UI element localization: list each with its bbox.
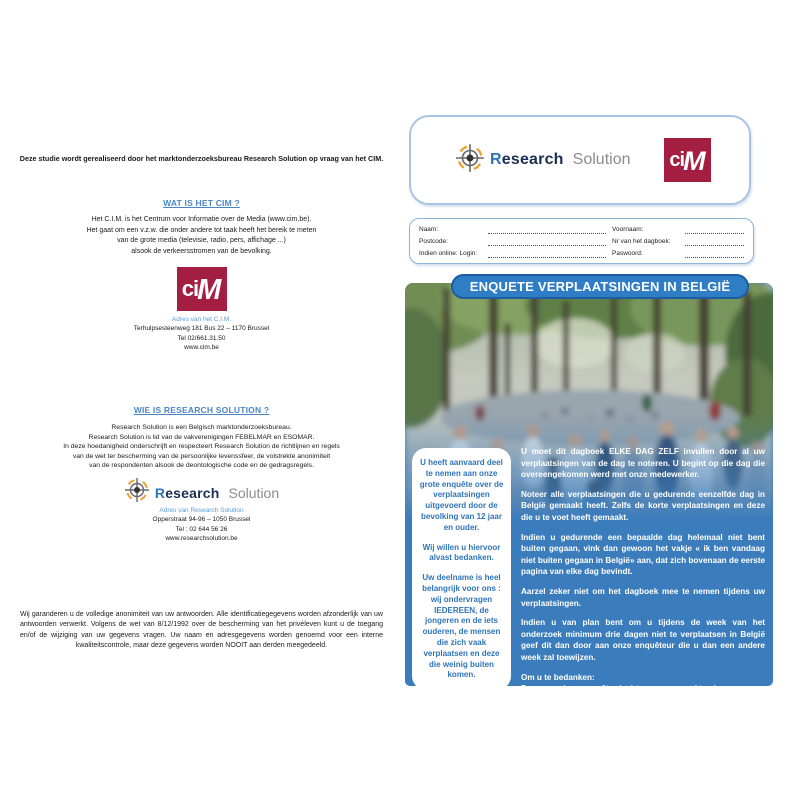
dagboek-label: Nr van het dagboek: xyxy=(612,238,671,245)
logo-wordmark-solution: Solution xyxy=(572,151,631,168)
address-title: Adres van Research Solution xyxy=(159,507,244,514)
instruction-paragraph: U moet dit dagboek ELKE DAG ZELF invullen door al uw verplaatsingen van de dag te noteren. U begint op die dag die overeengekomen werd met onze medewerker. xyxy=(521,447,765,480)
cim-logo-text: M xyxy=(683,145,706,176)
instructions-text xyxy=(521,446,765,737)
right-page xyxy=(405,0,773,800)
body-line: Het gaat om een v.z.w. die onder andere tot taak heeft het bereik te meten xyxy=(86,226,317,234)
paswoord-field[interactable] xyxy=(685,250,744,258)
naam-label: Naam: xyxy=(419,226,439,233)
thanks-paragraph: Uw deelname is heel belangrijk voor ons : wij ondervragen IEDEREEN, de jongeren en de iets ouderen, de mensen die zich vaak verplaatsen en deze die weinig buiten komen. xyxy=(422,573,501,680)
cim-logo-text: ci xyxy=(181,276,199,301)
crosshair-icon xyxy=(455,143,485,178)
thanks-paragraph-bold: Wij willen u hiervoor alvast bedanken. xyxy=(422,542,501,563)
address-line: Opperstraat 94-96 – 1050 Brussel xyxy=(152,516,251,524)
research-solution-logo xyxy=(18,477,385,508)
body-line: van de wet ter bescherming van de persoonlijke levenssfeer, de volstrekte anonimiteit xyxy=(72,452,331,460)
privacy-statement: Wij garanderen u de volledige anonimiteit van uw antwoorden. Alle identificatiegegevens worden afzonderlijk van uw antwoorden verwerkt. Volgens de wet van 8/12/1992 over de bescherming van het privéleven kunt u de toegang en/of de wijziging van uw gegevens vragen. Uw naam en adresgegevens worden genoemd voor een interne kwaliteitscontrole, maar deze gegevens worden NOOIT aan derden meegedeeld. xyxy=(20,611,383,650)
body-line: Research Solution is een Belgisch marktonderzoeksbureau. xyxy=(111,424,292,431)
survey-info-panel xyxy=(405,279,773,728)
logo-wordmark-solution: Solution xyxy=(228,484,280,501)
thanks-paragraph: U heeft aanvaard deel te nemen aan onze grote enquête over de verplaatsingen uitgevoerd door de bevolking van 12 jaar en ouder. xyxy=(419,458,504,532)
elke-dag-zelf-emphasis: ELKE DAG ZELF xyxy=(608,447,679,456)
cim-logo-text: M xyxy=(197,273,222,306)
login-label: Indien online: Login: xyxy=(419,250,478,257)
cim-logo xyxy=(664,138,711,182)
intro-statement: Deze studie wordt gerealiseerd door het marktonderzoeksbureau Research Solution op vraag van het CIM. xyxy=(19,154,384,163)
research-solution-logo xyxy=(455,143,631,178)
crosshair-icon xyxy=(124,477,150,508)
paswoord-label: Paswoord: xyxy=(612,250,643,257)
cim-section-heading: WAT IS HET CIM ? xyxy=(163,198,240,208)
address-line: Tel 02/661.31.50 xyxy=(177,334,226,342)
instruction-paragraph: Indien u gedurende een bepaalde dag helemaal niet bent buiten gegaan, vink dan gewoon het vakje « ik ben vandaag niet buiten gegaan in België» aan, dat zich bovenaan de eerste pagina van elke dag bevindt. xyxy=(521,532,765,577)
reward-heading: Om u te bedanken: xyxy=(521,672,595,682)
instruction-paragraph: Noteer alle verplaatsingen die u gedurende eenzelfde dag in België gemaakt heeft. Zelfs de korte verplaatsingen en deze die u te voet heeft gemaakt. xyxy=(521,489,765,522)
left-page xyxy=(18,0,385,800)
postcode-field[interactable] xyxy=(488,238,606,246)
participant-form xyxy=(409,218,754,264)
website-url: www.cim.be xyxy=(184,344,219,352)
cim-logo-text: ci xyxy=(669,149,685,171)
logo-header-box xyxy=(409,115,751,205)
voornaam-field[interactable] xyxy=(685,226,744,234)
body-line: Het C.I.M. is het Centrum voor Informatie over de Media (www.cim.be). xyxy=(91,216,312,223)
cim-section-body xyxy=(18,215,385,257)
voornaam-label: Voornaam: xyxy=(612,226,644,233)
body-line: van de grote media (televisie, radio, pers, affichage ...) xyxy=(117,237,286,244)
postcode-label: Postcode: xyxy=(419,238,448,245)
cim-logo xyxy=(177,267,227,311)
thanks-box xyxy=(412,448,511,690)
research-solution-address-block xyxy=(18,506,385,544)
research-solution-section-heading: WIE IS RESEARCH SOLUTION ? xyxy=(133,405,270,415)
research-solution-section-body xyxy=(18,423,385,471)
survey-title-banner: ENQUETE VERPLAATSINGEN IN BELGIË xyxy=(451,274,749,299)
dagboek-field[interactable] xyxy=(685,238,744,246)
address-line: Tel : 02 644 56 26 xyxy=(175,525,228,533)
instruction-paragraph: Aarzel zeker niet om het dagboek mee te nemen tijdens uw verplaatsingen. xyxy=(521,586,765,608)
cim-address-block xyxy=(18,315,385,353)
address-line: Terhulpsesteenweg 181 Bus 22 – 1170 Brussel xyxy=(133,325,270,333)
iedereen-emphasis: IEDEREEN, xyxy=(434,605,478,615)
body-line: In deze hoedanigheid onderschrijft en respecteert Research Solution de richtlijnen en regels xyxy=(63,443,340,451)
logo-wordmark-research: Research xyxy=(154,484,220,501)
website-url: www.researchsolution.be xyxy=(165,535,238,543)
logo-wordmark-research: Research xyxy=(490,151,564,168)
address-title: Adres van het C.I.M. xyxy=(171,316,232,323)
body-line: van de respondenten alsook de deontologische code en de gedragsregels. xyxy=(89,462,314,470)
instruction-paragraph: Indien u van plan bent om u tijdens de week van het onderzoek minimum drie dagen niet te verplaatsen in België geef dit dan door aan onze enquêteur die u dan een andere week zal toewijzen. xyxy=(521,618,765,662)
naam-field[interactable] xyxy=(488,226,606,234)
body-line: Research Solution is lid van de vakverenigingen FEBELMAR en ESOMAR. xyxy=(88,433,315,441)
login-field[interactable] xyxy=(488,250,606,258)
body-line: alsook de verkeersstromen van de bevolking. xyxy=(131,247,272,255)
reward-paragraph: Door aan deze enquête deel te nemen, maakt u kans om een prachtige prijs te winnen. Elke 2 maanden,worden er 24 winnaars bij trekking bepaald. Zij krijgen een cadeaubon die varieert tussen 20 € en 250 €. xyxy=(521,684,765,728)
